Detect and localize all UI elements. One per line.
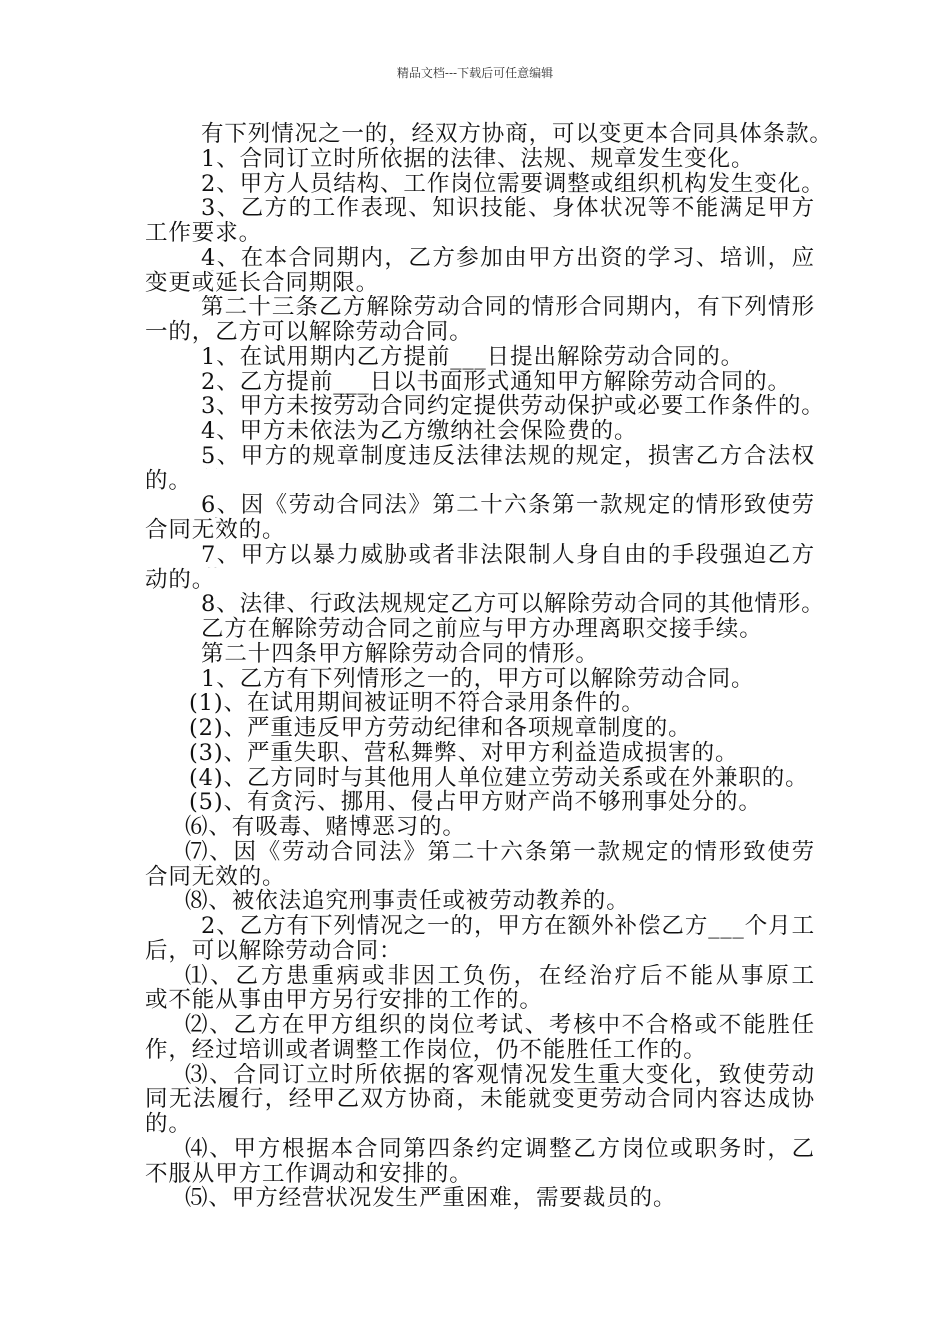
paragraph-first-line: ⑺、因《劳动合同法》第二十六条第一款规定的情形致使劳 [185,839,815,865]
paragraph [145,345,815,370]
paragraph-first-line: 第二十四条甲方解除劳动合同的情形。 [201,640,599,667]
paragraph [145,766,815,791]
paragraph [145,889,815,914]
paragraph [145,667,815,692]
paragraph-continuation-line: 合同无效的。 [145,517,286,543]
paragraph-first-line: (1)、在试用期间被证明不符合录用条件的。 [189,690,645,717]
paragraph-continuation-line: 同无法履行，经甲乙双方协商，未能就变更劳动合同内容达成协 [145,1087,815,1112]
paragraph-first-line: 5、甲方的规章制度违反法律法规的规定，损害乙方合法权 [201,443,815,469]
paragraph-first-line: 乙方在解除劳动合同之前应与甲方办理离职交接手续。 [201,616,763,642]
paragraph-continuation-line: 不服从甲方工作调动和安排的。 [145,1160,473,1187]
paragraph-first-line: 1、合同订立时所依据的法律、法规、规章发生变化。 [201,145,755,172]
paragraph-continuation-line: 的。 [145,1111,192,1137]
paragraph-first-line: 1、在试用期内乙方提前___日提出解除劳动合同的。 [201,343,745,370]
paragraph [145,1013,815,1063]
paragraph-first-line: ⑹、有吸毒、赌博恶习的。 [185,814,466,840]
paragraph-first-line: 第二十三条乙方解除劳动合同的情形合同期内，有下列情形 [201,295,815,320]
paragraph [145,444,815,494]
paragraph-first-line: 4、在本合同期内，乙方参加由甲方出资的学习、培训，应 [201,245,815,271]
paragraph-continuation-line: 合同无效的。 [145,863,286,890]
paragraph [145,393,825,420]
paragraph-first-line: ⑶、合同订立时所依据的客观情况发生重大变化，致使劳动 [185,1062,815,1088]
paragraph [145,914,815,964]
paragraph [145,591,825,618]
paragraph [145,716,815,741]
paragraph-first-line: 7、甲方以暴力威胁或者非法限制人身自由的手段强迫乙方 [201,542,815,568]
paragraph-first-line: 1、乙方有下列情形之一的，甲方可以解除劳动合同。 [201,665,755,692]
paragraph [145,790,815,815]
paragraph [145,691,815,716]
paragraph-first-line: ⑴、乙方患重病或非因工负伤，在经治疗后不能从事原工 [185,963,815,989]
paragraph-first-line: ⑵、乙方在甲方组织的岗位考试、考核中不合格或不能胜任 [185,1013,815,1038]
paragraph-first-line: 4、甲方未依法为乙方缴纳社会保险费的。 [201,418,638,444]
paragraph [145,147,815,172]
paragraph [145,370,815,395]
paragraph [145,840,815,890]
paragraph-first-line: 8、法律、行政法规规定乙方可以解除劳动合同的其他情形。 [201,591,825,618]
paragraph [145,419,815,444]
paragraph-first-line: 2、乙方有下列情况之一的，甲方在额外补偿乙方___个月工 [201,914,815,939]
paragraph [145,246,815,296]
paragraph-continuation-line: 工作要求。 [145,220,263,246]
paragraph-continuation-line: 的。 [145,467,192,494]
paragraph [145,170,825,197]
paragraph-continuation-line: 或不能从事由甲方另行安排的工作的。 [145,987,543,1014]
paragraph-first-line: 3、甲方未按劳动合同约定提供劳动保护或必要工作条件的。 [201,393,825,420]
paragraph-first-line: 3、乙方的工作表现、知识技能、身体状况等不能满足甲方 [201,196,815,221]
paragraph [145,741,815,766]
paragraph-first-line: 6、因《劳动合同法》第二十六条第一款规定的情形致使劳 [201,493,815,518]
paragraph-continuation-line: 动的。 [145,566,216,593]
paragraph [145,196,815,246]
paragraph [145,543,815,593]
paragraph [145,617,815,642]
paragraph-first-line: (3)、严重失职、营私舞弊、对甲方利益造成损害的。 [189,739,739,766]
paragraph-first-line: ⑻、被依法追究刑事责任或被劳动教养的。 [185,888,630,915]
paragraph-first-line: (5)、有贪污、挪用、侵占甲方财产尚不够刑事处分的。 [189,789,762,816]
paragraph-first-line: 2、乙方提前___日以书面形式通知甲方解除劳动合同的。 [201,368,791,395]
page-header-watermark: 精品文档---下载后可任意编辑 [396,66,554,80]
paragraph-continuation-line: 变更或延长合同期限。 [145,269,380,296]
paragraph-continuation-line: 作，经过培训或者调整工作岗位，仍不能胜任工作的。 [145,1036,707,1063]
paragraph-continuation-line: 一的，乙方可以解除劳动合同。 [145,319,473,345]
paragraph [145,964,815,1014]
paragraph [145,642,815,667]
paragraph [145,121,833,147]
paragraph-first-line: (2)、严重违反甲方劳动纪律和各项规章制度的。 [189,715,692,741]
paragraph-first-line: 有下列情况之一的，经双方协商，可以变更本合同具体条款。 [201,121,833,147]
paragraph [145,815,815,840]
paragraph-continuation-line: 后，可以解除劳动合同： [145,937,403,964]
paragraph-first-line: ⑷、甲方根据本合同第四条约定调整乙方岗位或职务时，乙 [185,1136,815,1162]
paragraph [145,1063,815,1137]
paragraph [145,295,815,345]
paragraph-first-line: ⑸、甲方经营状况发生严重困难，需要裁员的。 [185,1185,677,1212]
document-body [145,121,833,1212]
paragraph [145,493,815,543]
paragraph-first-line: (4)、乙方同时与其他用人单位建立劳动关系或在外兼职的。 [189,764,809,791]
paragraph [145,1137,815,1187]
paragraph-first-line: 2、甲方人员结构、工作岗位需要调整或组织机构发生变化。 [201,170,825,197]
paragraph [145,1186,815,1211]
